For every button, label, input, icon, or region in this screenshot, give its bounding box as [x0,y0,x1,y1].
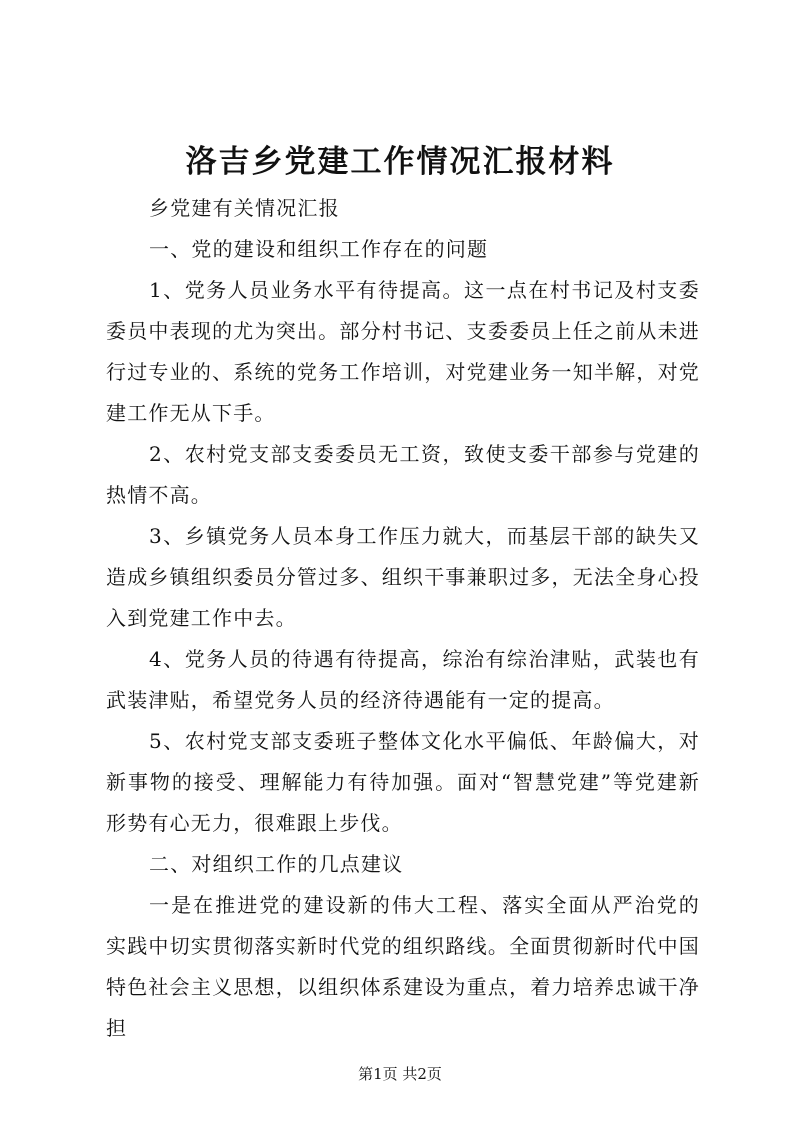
paragraph-item-3: 3、乡镇党务人员本身工作压力就大，而基层干部的缺失又造成乡镇组织委员分管过多、组织干事兼职过多，无法全身心投入到党建工作中去。 [106,524,700,630]
paragraph-item-1: 1、党务人员业务水平有待提高。这一点在村书记及村支委委员中表现的尤为突出。部分村书记、支委委员上任之前从未进行过专业的、系统的党务工作培训，对党建业务一知半解，对党建工作无从下手。 [106,278,700,425]
paragraph-item-4: 4、党务人员的待遇有待提高，综治有综治津贴，武装也有武装津贴，希望党务人员的经济待遇能有一定的提高。 [106,647,700,712]
section-heading-problems: 一、党的建设和组织工作存在的问题 [149,237,489,261]
document-body [106,188,700,1049]
paragraph-suggestion-1: 一是在推进党的建设新的伟大工程、落实全面从严治党的实践中切实贯彻落实新时代党的组织路线。全面贯彻新时代中国特色社会主义思想，以组织体系建设为重点，着力培养忠诚干净担 [106,893,700,1040]
page-number-footer: 第1页 共2页 [358,1065,442,1083]
paragraph-item-2: 2、农村党支部支委委员无工资，致使支委干部参与党建的热情不高。 [106,442,700,507]
document-title: 洛吉乡党建工作情况汇报材料 [185,144,615,180]
section-heading-suggestions: 二、对组织工作的几点建议 [149,852,404,876]
paragraph-subtitle: 乡党建有关情况汇报 [149,196,340,220]
paragraph-item-5: 5、农村党支部支委班子整体文化水平偏低、年龄偏大，对新事物的接受、理解能力有待加强。面对“智慧党建”等党建新形势有心无力，很难跟上步伐。 [106,729,700,835]
